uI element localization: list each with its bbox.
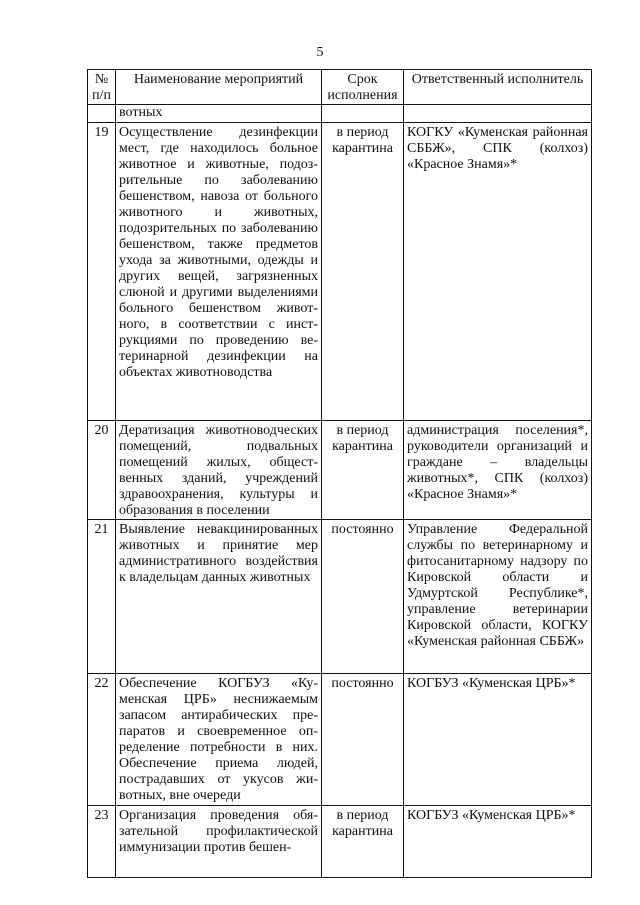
row-number: 22 (88, 674, 116, 806)
row-number: 23 (88, 806, 116, 878)
row-responsible: КОГБУЗ «Куменская ЦРБ»* (404, 806, 592, 878)
row-name: Выявление невакцинированных животных и принятие мер административного воздействия к владельцам данных животных (116, 520, 322, 674)
table-row (88, 674, 592, 806)
row-responsible (404, 105, 592, 123)
row-name: Дератизация животноводческих помещений, подвальных помещений жилых, общественных зданий, учреждений здравоохранения, культуры и образования в поселении (116, 421, 322, 520)
table-header-row (88, 70, 592, 105)
row-name: вотных (116, 105, 322, 123)
row-term: постоянно (322, 674, 404, 806)
events-table (87, 69, 592, 878)
table-row (88, 806, 592, 878)
table-row (88, 520, 592, 674)
row-term: в период карантина (322, 123, 404, 421)
row-responsible: КОГБУЗ «Куменская ЦРБ»* (404, 674, 592, 806)
table-row (88, 421, 592, 520)
row-name: Организация проведения обязательной профилактической иммунизации против бешен- (116, 806, 322, 878)
header-responsible: Ответственный исполнитель (404, 70, 592, 105)
row-term: в период карантина (322, 806, 404, 878)
row-term (322, 105, 404, 123)
row-term: постоянно (322, 520, 404, 674)
row-responsible: КОГКУ «Куменская районная СББЖ», СПК (колхоз) «Красное Знамя»* (404, 123, 592, 421)
row-number: 20 (88, 421, 116, 520)
row-number: 21 (88, 520, 116, 674)
row-term: в период карантина (322, 421, 404, 520)
page-number: 5 (316, 45, 324, 60)
row-name: Осуществление дезинфекции мест, где находилось больное животное и животные, подозрительные по заболеванию бешенством, навоза от больного животного и животных, подозрительных по заболеванию бешенством, также предметов ухода за животными, одежды и других вещей, загрязненных слюной и другими выделениями больного бешенством животного, в соответствии с инструкциями по проведению ветеринарной дезинфекции на объектах животноводства (116, 123, 322, 421)
row-responsible: Управление Федеральной службы по ветеринарному и фитосанитарному надзору по Кировской области и Удмуртской Республике*, управление ветеринарии Кировской области, КОГКУ «Куменская районная СББЖ» (404, 520, 592, 674)
header-term: Срок исполнения (322, 70, 404, 105)
table-row-continuation (88, 105, 592, 123)
header-name: Наименование мероприятий (116, 70, 322, 105)
row-number (88, 105, 116, 123)
table-row (88, 123, 592, 421)
row-name: Обеспечение КОГБУЗ «Куменская ЦРБ» неснижаемым запасом антирабических препаратов и своевременное определение потребности в них. Обеспечение приема людей, пострадавших от укусов животных, вне очереди (116, 674, 322, 806)
header-number: № п/п (88, 70, 116, 105)
row-responsible: администрация поселения*, руководители организаций и граждане – владельцы животных*, СПК (колхоз) «Красное Знамя»* (404, 421, 592, 520)
row-number: 19 (88, 123, 116, 421)
